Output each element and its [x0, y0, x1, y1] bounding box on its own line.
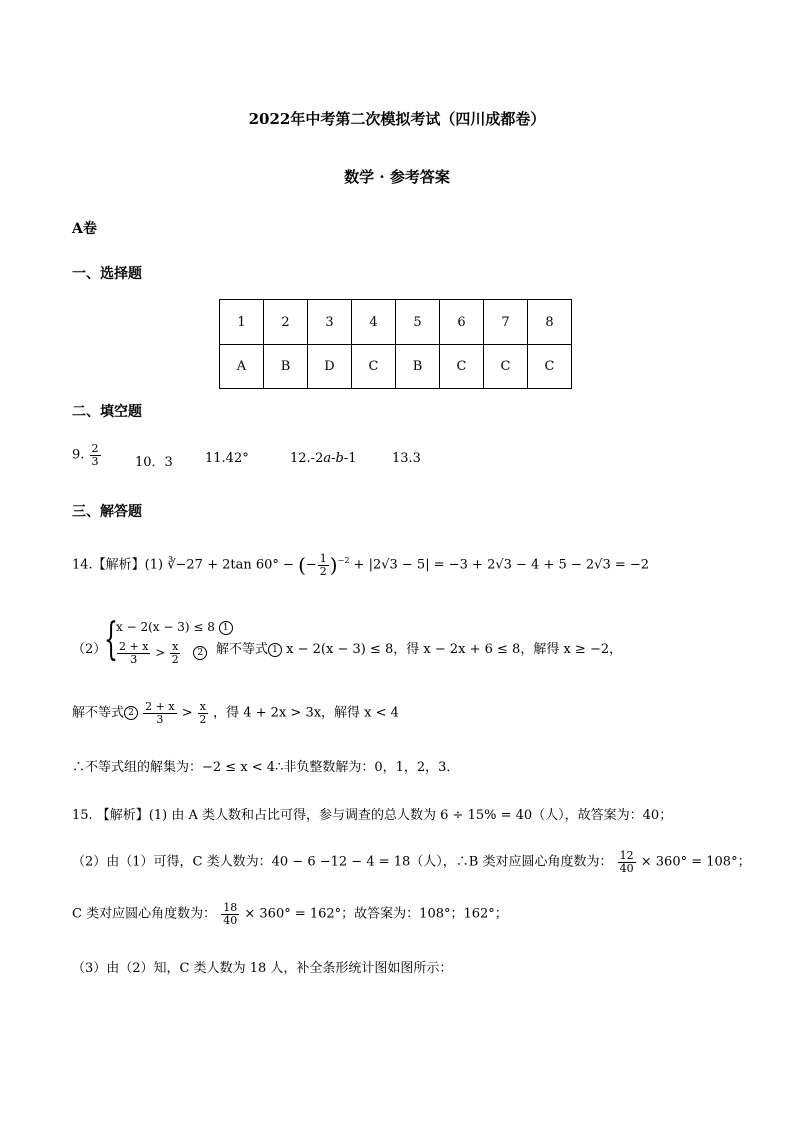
table-cell: D — [308, 345, 352, 389]
q14-line3-frac2 — [198, 701, 208, 725]
q14-line3-num2: x — [199, 700, 206, 713]
q15-line1: 15. 【解析】(1) 由 A 类人数和占比可得，参与调查的总人数为 6 ÷ 15% = 40（人），故答案为：40； — [72, 808, 673, 823]
q12-var-b: b — [335, 451, 344, 466]
q14-line3-a: 解不等式 — [72, 705, 125, 721]
q12-minus: - — [331, 451, 336, 466]
circle-2-icon: 2 — [193, 646, 207, 660]
system-frac-den: 3 — [130, 652, 138, 666]
circle-1-icon: 1 — [268, 643, 282, 657]
page-title: 2022年中考第二次模拟考试（四川成都卷） — [248, 110, 546, 128]
q14-expr-a: ∛−27 + 2tan 60° − — [167, 557, 294, 573]
table-cell: 4 — [352, 300, 396, 345]
q15-line3-b: × 360° = 162°；故答案为：108°；162°； — [244, 906, 508, 922]
section-volume-a: A卷 — [72, 221, 97, 237]
table-cell: B — [396, 345, 440, 389]
paren-open-icon: ( — [298, 553, 306, 578]
table-cell: 5 — [396, 300, 440, 345]
circle-2-icon: 2 — [124, 706, 138, 720]
q14-frac-den: 2 — [319, 564, 327, 578]
q12-answer — [290, 451, 357, 466]
q14-part2-text-a: 解不等式 — [216, 642, 269, 657]
q14-line3-b: ，得 4 + 2x > 3x，解得 x < 4 — [213, 705, 399, 721]
q15-line2 — [72, 850, 751, 874]
circle-1-icon: 1 — [219, 621, 233, 635]
q14-frac-num: 1 — [319, 552, 327, 565]
q14-line3-den2: 2 — [199, 712, 207, 726]
table-cell: B — [264, 345, 308, 389]
q14-part2-text-b: x − 2(x − 3) ≤ 8，得 x − 2x + 6 ≤ 8，解得 x ≥ −2， — [286, 642, 623, 657]
q14-line3 — [72, 701, 399, 725]
section-fill: 二、填空题 — [72, 404, 142, 420]
q10-answer: 10．3 — [135, 455, 173, 470]
system-gt: > — [155, 645, 166, 660]
q9-fraction — [90, 443, 101, 467]
system-frac-right — [170, 641, 180, 665]
section-choice: 一、选择题 — [72, 266, 142, 282]
system-line-1 — [116, 620, 233, 635]
q14-line3-den: 3 — [156, 712, 164, 726]
table-cell: C — [528, 345, 572, 389]
q14-part2-text — [216, 638, 622, 657]
q12-suffix: -1 — [343, 451, 357, 466]
paren-close-icon: ) — [329, 553, 338, 578]
q15-line3 — [72, 902, 508, 926]
table-cell: 3 — [308, 300, 352, 345]
q14-label: 14.【解析】(1) — [72, 557, 164, 573]
system-frac-num: 2 + x — [119, 640, 149, 653]
q14-line3-gt: > — [181, 705, 193, 721]
q12-var-a: a — [323, 451, 332, 466]
q14-fraction — [318, 553, 329, 577]
table-cell: C — [440, 345, 484, 389]
q9-label: 9. — [72, 447, 85, 463]
q15-line3-a: C 类对应圆心角度数为： — [72, 906, 217, 922]
q15-line2-b: × 360° = 108°； — [640, 854, 751, 870]
q14-part1: 14.【解析】(1) ∛−27 + 2tan 60° − (− $\frac{1}{2}$ )$^{-2}$ + |2√3 − 5| = −3 + 2√3 − 4 + 5 − 2√3 = −2 — [72, 552, 650, 578]
q14-line4: ∴不等式组的解集为：−2 ≤ x < 4∴非负整数解为：0，1，2，3． — [72, 760, 460, 775]
q14-line3-num: 2 + x — [145, 700, 175, 713]
system-frac-num2: x — [172, 640, 179, 653]
q15-line2-a: （2）由（1）可得，C 类人数为：40 − 6 −12 − 4 = 18（人），∴B 类对应圆心角度数为： — [72, 854, 613, 870]
q13-answer: 13.3 — [392, 451, 421, 466]
table-row-answers — [220, 345, 572, 389]
q15-line3-num: 18 — [223, 901, 238, 914]
q14-exponent: −2 — [337, 556, 350, 566]
table-cell: C — [352, 345, 396, 389]
table-cell: 2 — [264, 300, 308, 345]
system-frac-den2: 2 — [171, 652, 179, 666]
q15-line3-den: 40 — [223, 913, 238, 927]
table-cell: C — [484, 345, 528, 389]
answer-table — [219, 299, 572, 389]
q15-line2-num: 12 — [619, 849, 634, 862]
page-subtitle: 数学 · 参考答案 — [344, 168, 450, 186]
system-frac-left — [117, 641, 150, 665]
q14-line3-frac — [143, 701, 176, 725]
q12-prefix: 12.-2 — [290, 451, 324, 466]
system-line-2 — [116, 641, 207, 665]
q14-part2-label: （2） — [72, 642, 107, 657]
brace-icon: { — [104, 614, 118, 665]
q15-line3-frac — [221, 902, 239, 926]
q14-expr-b: + |2√3 − 5| = −3 + 2√3 − 4 + 5 − 2√3 = −2 — [353, 557, 650, 573]
table-cell: 8 — [528, 300, 572, 345]
table-cell: 7 — [484, 300, 528, 345]
table-cell: 1 — [220, 300, 264, 345]
section-solve: 三、解答题 — [72, 504, 142, 520]
q15-line4: （3）由（2）知，C 类人数为 18 人，补全条形统计图如图所示： — [72, 961, 453, 976]
q15-line2-frac — [618, 850, 636, 874]
fill-answers-line — [72, 443, 102, 467]
q9-num: 2 — [91, 442, 99, 455]
table-cell: 6 — [440, 300, 484, 345]
q15-line2-den: 40 — [619, 861, 634, 875]
q11-answer: 11.42° — [205, 451, 249, 466]
table-cell: A — [220, 345, 264, 389]
q9-den: 3 — [91, 454, 99, 468]
table-row-numbers — [220, 300, 572, 345]
system-ineq-1: x − 2(x − 3) ≤ 8 — [116, 620, 215, 634]
